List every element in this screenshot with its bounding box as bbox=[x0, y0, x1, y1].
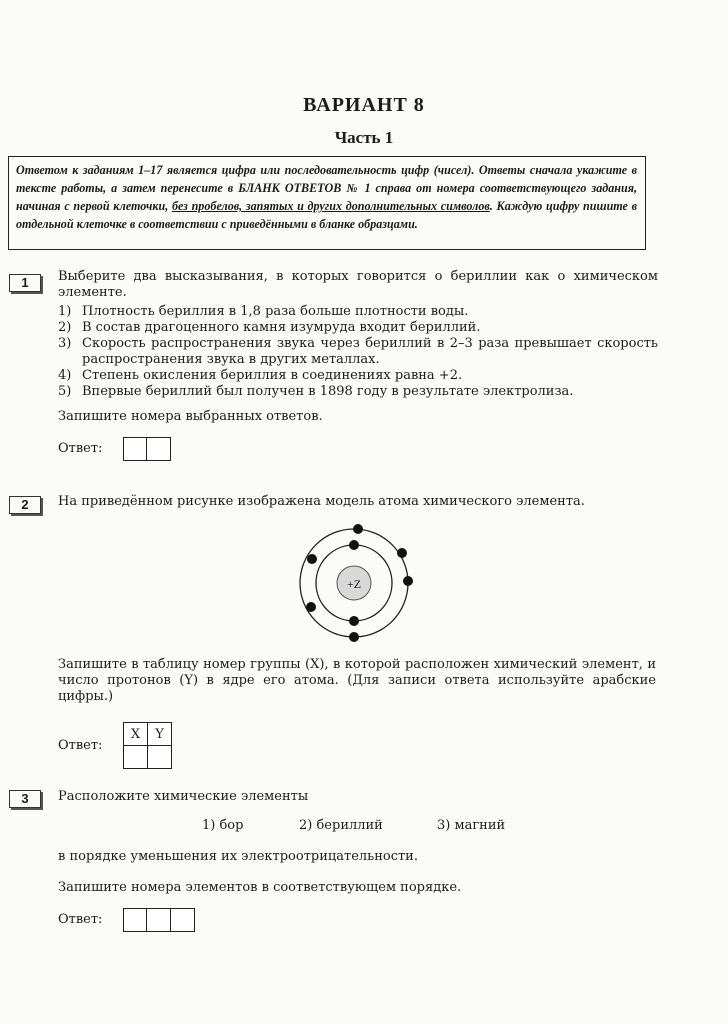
instruction-text-a: Ответом к заданиям 1–17 является цифра или последовательность цифр (чисел). Ответы сначала укажите в тексте работы, а затем перенесите в БЛАНК ОТВЕТОВ № 1 справа от номера соответствующего задания, начиная с первой клеточки, bbox=[16, 163, 637, 213]
option-text: Скорость распространения звука через бериллий в 2–3 раза превышает скорость распространения звука в других металлах. bbox=[82, 336, 658, 367]
answer-cell-x[interactable] bbox=[124, 746, 148, 769]
question-3-number: 3 bbox=[9, 790, 41, 808]
option-text: Степень окисления бериллия в соединениях равна +2. bbox=[82, 368, 463, 383]
question-2-text: На приведённом рисунке изображена модель атома химического элемента. bbox=[58, 494, 585, 509]
electron-inner bbox=[349, 616, 359, 626]
electron-outer bbox=[306, 602, 316, 612]
option-text: В состав драгоценного камня изумруда входит бериллий. bbox=[82, 320, 481, 335]
instruction-box bbox=[8, 156, 646, 250]
question-1-answer-cells bbox=[123, 437, 171, 461]
option-5 bbox=[58, 384, 658, 400]
answer-cell[interactable] bbox=[171, 908, 195, 932]
option-text: Впервые бериллий был получен в 1898 году в результате электролиза. bbox=[82, 384, 574, 399]
question-3-answer-label: Ответ: bbox=[58, 912, 103, 927]
question-1-body bbox=[58, 269, 658, 425]
option-number: 5) bbox=[58, 384, 72, 399]
option-1 bbox=[58, 304, 658, 320]
question-1-answer-label: Ответ: bbox=[58, 441, 103, 456]
question-1-text: Выберите два высказывания, в которых говорится о бериллии как о химическом элементе. bbox=[58, 269, 658, 300]
electron-outer bbox=[403, 576, 413, 586]
option-number: 4) bbox=[58, 368, 72, 383]
table-header-y: Y bbox=[148, 723, 172, 746]
part-title: Часть 1 bbox=[334, 128, 394, 147]
element-option-1: 1) бор bbox=[202, 818, 244, 833]
page-title: ВАРИАНТ 8 bbox=[303, 94, 425, 116]
instruction-underlined: без пробелов, запятых и других дополнительных символов bbox=[171, 199, 490, 213]
table-header-x: X bbox=[124, 723, 148, 746]
electron-inner bbox=[349, 540, 359, 550]
electron-outer bbox=[349, 632, 359, 642]
atom-model-diagram bbox=[298, 523, 420, 645]
question-2-answer-label: Ответ: bbox=[58, 738, 103, 753]
instruction-text-b: . Каждую цифру пишите в отдельной клеточке в соответствии с приведёнными в бланке образцами. bbox=[16, 199, 637, 231]
question-2-instruction: Запишите в таблицу номер группы (X), в которой расположен химический элемент, и число протонов (Y) в ядре его атома. (Для записи ответа используйте арабские цифры.) bbox=[58, 657, 656, 704]
option-4 bbox=[58, 368, 658, 384]
answer-cell[interactable] bbox=[123, 908, 147, 932]
option-2 bbox=[58, 320, 658, 336]
option-3 bbox=[58, 336, 658, 368]
electron-outer bbox=[353, 524, 363, 534]
answer-cell[interactable] bbox=[147, 908, 171, 932]
answer-cell-y[interactable] bbox=[148, 746, 172, 769]
electron-outer bbox=[307, 554, 317, 564]
question-1-options bbox=[58, 304, 658, 400]
element-option-3: 3) магний bbox=[437, 818, 506, 833]
option-text: Плотность бериллия в 1,8 раза больше плотности воды. bbox=[82, 304, 469, 319]
option-number: 3) bbox=[58, 336, 72, 351]
electron-outer bbox=[397, 548, 407, 558]
nucleus-label: +Z bbox=[346, 577, 362, 591]
question-3-answer-cells bbox=[123, 908, 195, 932]
question-3-text: Расположите химические элементы bbox=[58, 789, 309, 804]
option-number: 2) bbox=[58, 320, 72, 335]
answer-cell[interactable] bbox=[123, 437, 147, 461]
question-3-instruction: Запишите номера элементов в соответствующем порядке. bbox=[58, 880, 462, 895]
question-2-number: 2 bbox=[9, 496, 41, 514]
question-3-order-text: в порядке уменьшения их электроотрицательности. bbox=[58, 849, 418, 864]
question-2-answer-table bbox=[123, 722, 172, 769]
option-number: 1) bbox=[58, 304, 72, 319]
question-1-number: 1 bbox=[9, 274, 41, 292]
answer-cell[interactable] bbox=[147, 437, 171, 461]
question-1-instruction: Запишите номера выбранных ответов. bbox=[58, 409, 323, 424]
element-option-2: 2) бериллий bbox=[299, 818, 383, 833]
